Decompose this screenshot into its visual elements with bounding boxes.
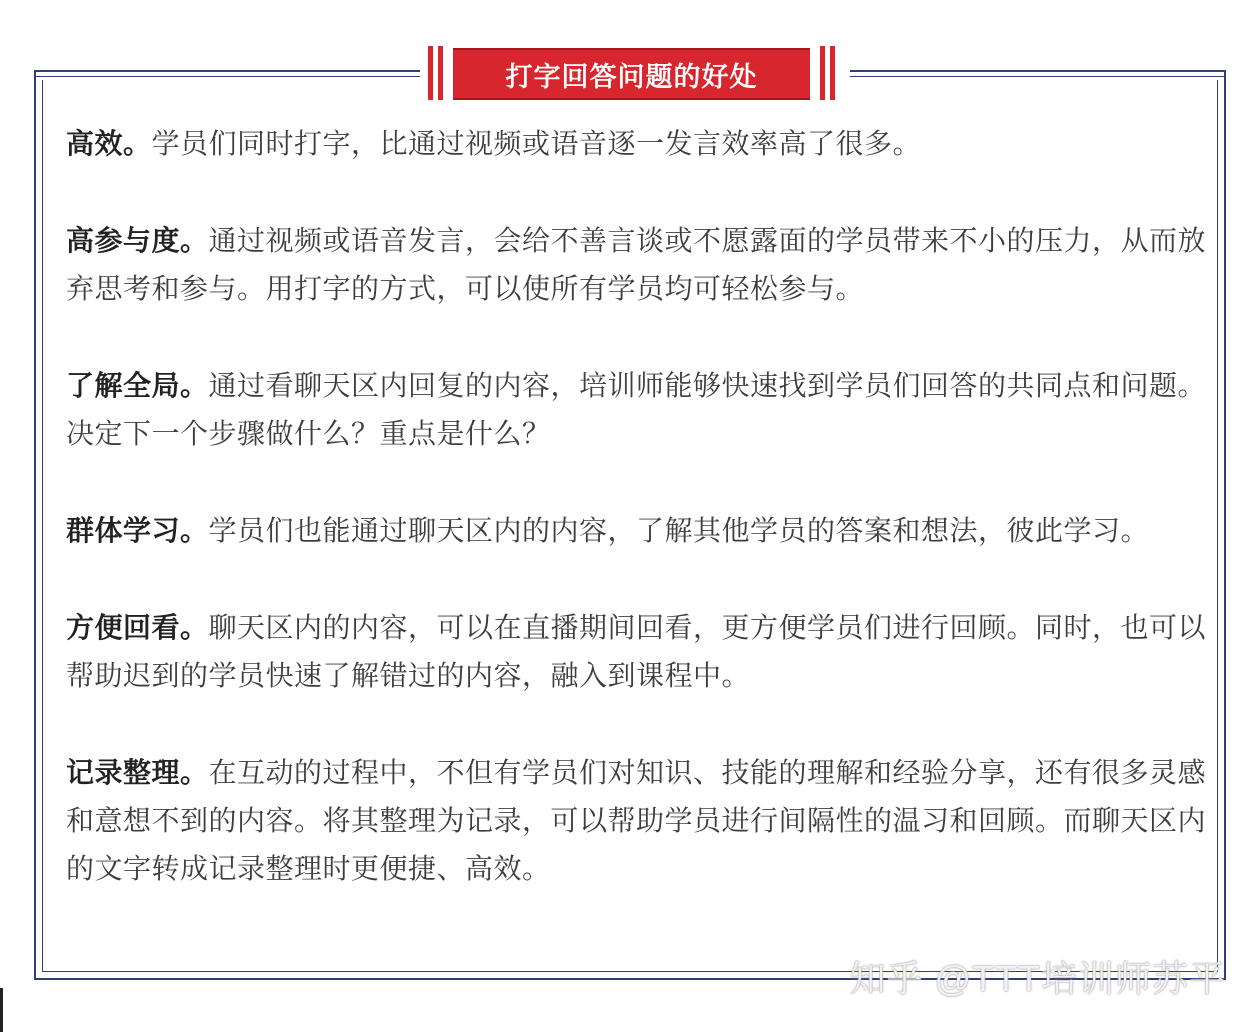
title-bar-left-2 xyxy=(438,46,443,100)
title-rule-left xyxy=(36,68,420,80)
content-body xyxy=(66,120,1216,942)
title-bar-left-1 xyxy=(428,46,433,100)
paragraph-heading: 了解全局。 xyxy=(66,369,209,402)
paragraph-heading: 记录整理。 xyxy=(66,756,209,789)
paragraph-participation xyxy=(66,217,1216,313)
paragraph-heading: 高效。 xyxy=(66,127,152,160)
paragraph-text: 聊天区内的内容，可以在直播期间回看，更方便学员们进行回顾。同时，也可以帮助迟到的学员快速了解错过的内容，融入到课程中。 xyxy=(66,611,1207,692)
paragraph-text: 学员们也能通过聊天区内的内容，了解其他学员的答案和想法，彼此学习。 xyxy=(208,514,1150,547)
title-banner xyxy=(453,48,810,100)
paragraph-text: 学员们同时打字，比通过视频或语音逐一发言效率高了很多。 xyxy=(151,127,922,160)
title-rule-right xyxy=(850,68,1224,80)
paragraph-overview xyxy=(66,362,1216,458)
paragraph-records xyxy=(66,749,1216,893)
title-bar-right-2 xyxy=(830,46,835,100)
paragraph-text: 在互动的过程中，不但有学员们对知识、技能的理解和经验分享，还有很多灵感和意想不到的内容。将其整理为记录，可以帮助学员进行间隔性的温习和回顾。而聊天区内的文字转成记录整理时更便捷、高效。 xyxy=(66,756,1207,885)
paragraph-text: 通过视频或语音发言，会给不善言谈或不愿露面的学员带来不小的压力，从而放弃思考和参与。用打字的方式，可以使所有学员均可轻松参与。 xyxy=(66,224,1207,305)
watermark: 知乎 @TTT培训师苏平 xyxy=(849,958,1226,999)
paragraph-heading: 群体学习。 xyxy=(66,514,209,547)
paragraph-efficiency xyxy=(66,120,1216,168)
paragraph-heading: 高参与度。 xyxy=(66,224,209,257)
paragraph-review xyxy=(66,604,1216,700)
title-bar-right-1 xyxy=(820,46,825,100)
paragraph-text: 通过看聊天区内回复的内容，培训师能够快速找到学员们回答的共同点和问题。决定下一个步骤做什么？重点是什么？ xyxy=(66,369,1207,450)
corner-mark xyxy=(0,988,3,1032)
page-title: 打字回答问题的好处 xyxy=(505,61,758,93)
paragraph-heading: 方便回看。 xyxy=(66,611,209,644)
paragraph-group-learning xyxy=(66,507,1216,555)
